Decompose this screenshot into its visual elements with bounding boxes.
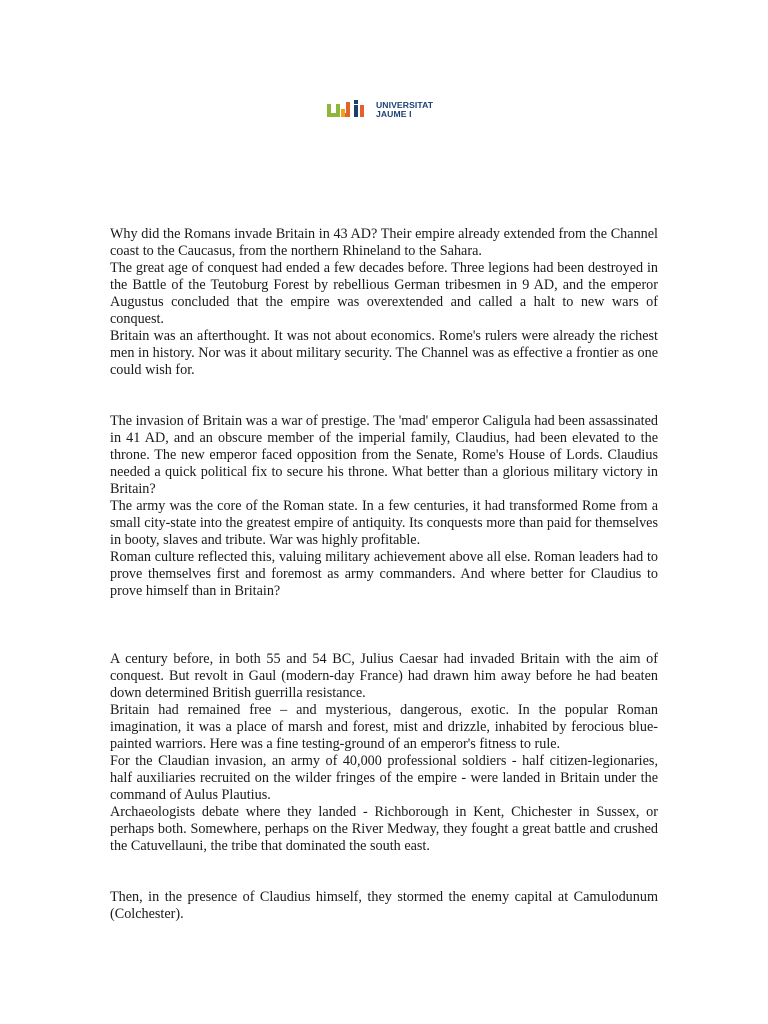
paragraph: Archaeologists debate where they landed - Richborough in Kent, Chichester in Sussex, or perhaps both. Somewhere, perhaps on the River Medway, they fought a great battle and crushed the Catuvellauni, the tribe that dominated the south east. — [110, 804, 658, 854]
paragraph: The invasion of Britain was a war of prestige. The 'mad' emperor Caligula had been assassinated in 41 AD, and an obscure member of the imperial family, Claudius, had been elevated to the throne. The new emperor faced opposition from the Senate, Rome's House of Lords. Claudius needed a quick political fix to secure his throne. What better than a glorious military victory in Britain? — [110, 413, 658, 497]
logo-text-line2: JAUME I — [376, 109, 412, 119]
section-spacer — [110, 600, 658, 651]
section-spacer — [110, 379, 658, 413]
paragraph: Then, in the presence of Claudius himself, they stormed the enemy capital at Camulodunum (Colchester). — [110, 889, 658, 922]
section-1 — [110, 226, 658, 379]
paragraph: A century before, in both 55 and 54 BC, Julius Caesar had invaded Britain with the aim of conquest. But revolt in Gaul (modern-day France) had drawn him away before he had beaten down determined British guerrilla resistance. — [110, 651, 658, 701]
logo-wordmark — [376, 101, 433, 120]
paragraph: Why did the Romans invade Britain in 43 AD? Their empire already extended from the Channel coast to the Caucasus, from the northern Rhineland to the Sahara. — [110, 226, 658, 259]
paragraph: Britain was an afterthought. It was not about economics. Rome's rulers were already the richest men in history. Nor was it about military security. The Channel was as effective a frontier as one could wish for. — [110, 328, 658, 378]
paragraph: Roman culture reflected this, valuing military achievement above all else. Roman leaders had to prove themselves first and foremost as army commanders. And where better for Claudius to prove himself than in Britain? — [110, 549, 658, 599]
paragraph: For the Claudian invasion, an army of 40,000 professional soldiers - half citizen-legionaries, half auxiliaries recruited on the wilder fringes of the empire - were landed in Britain under the command of Aulus Plautius. — [110, 753, 658, 803]
paragraph: The great age of conquest had ended a few decades before. Three legions had been destroyed in the Battle of the Teutoburg Forest by rebellious German tribesmen in 9 AD, and the emperor Augustus concluded that the empire was overextended and called a halt to new wars of conquest. — [110, 260, 658, 327]
logo-text-line1: UNIVERSITAT — [376, 99, 434, 110]
document-body — [110, 226, 658, 923]
section-2 — [110, 413, 658, 600]
uji-logo-icon — [327, 100, 371, 120]
university-logo — [327, 98, 433, 122]
section-spacer — [110, 855, 658, 889]
section-3 — [110, 651, 658, 855]
paragraph: Britain had remained free – and mysterious, dangerous, exotic. In the popular Roman imagination, it was a place of marsh and forest, mist and drizzle, inhabited by ferocious blue-painted warriors. Here was a fine testing-ground of an emperor's fitness to rule. — [110, 702, 658, 752]
section-4 — [110, 889, 658, 923]
paragraph: The army was the core of the Roman state. In a few centuries, it had transformed Rome from a small city-state into the greatest empire of antiquity. Its conquests more than paid for themselves in booty, slaves and tribute. War was highly profitable. — [110, 498, 658, 548]
